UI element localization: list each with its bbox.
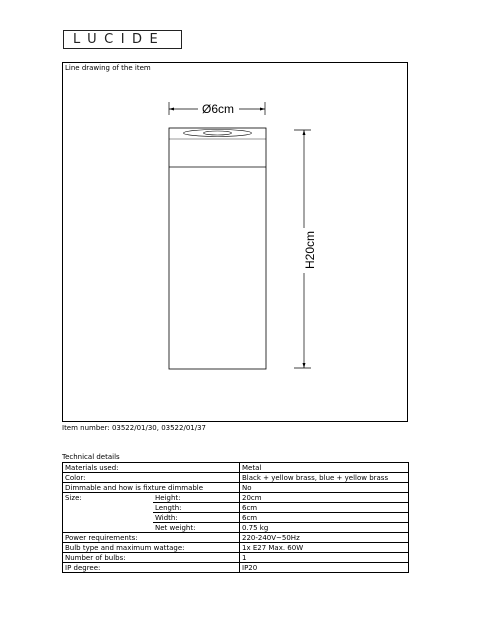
- line-drawing-frame: [62, 62, 408, 422]
- technical-details-table: [62, 462, 409, 573]
- table-row: [63, 563, 409, 573]
- spec-value: 1: [240, 553, 409, 563]
- spec-label: Power requirements:: [63, 533, 240, 543]
- lucide-logo: [63, 30, 182, 49]
- spec-value: 220-240V~50Hz: [240, 533, 409, 543]
- lamp-cylinder: [169, 128, 266, 369]
- spec-sublabel: Height:: [153, 493, 240, 503]
- table-row: [63, 493, 409, 503]
- table-row: [63, 523, 409, 533]
- spec-label: [63, 523, 154, 533]
- spec-value: Black + yellow brass, blue + yellow brass: [240, 473, 409, 483]
- spec-sublabel: Net weight:: [153, 523, 240, 533]
- spec-label: Materials used:: [63, 463, 154, 473]
- table-row: [63, 503, 409, 513]
- line-drawing-title: Line drawing of the item: [65, 64, 151, 72]
- spec-sublabel: [153, 473, 240, 483]
- logo-text: LUCIDE: [73, 32, 166, 47]
- lamp-line-drawing: [63, 63, 409, 423]
- spec-value: IP20: [240, 563, 409, 573]
- technical-details-title: Technical details: [62, 453, 120, 461]
- spec-sublabel: Width:: [153, 513, 240, 523]
- spec-label: Dimmable and how is fixture dimmable: [63, 483, 240, 493]
- table-row: [63, 463, 409, 473]
- spec-label: [63, 513, 154, 523]
- spec-value: 1x E27 Max. 60W: [240, 543, 409, 553]
- spec-label: [63, 503, 154, 513]
- spec-label: Bulb type and maximum wattage:: [63, 543, 240, 553]
- table-row: [63, 483, 409, 493]
- table-row: [63, 473, 409, 483]
- spec-value: 6cm: [240, 513, 409, 523]
- table-row: [63, 543, 409, 553]
- item-number: Item number: 03522/01/30, 03522/01/37: [62, 424, 206, 432]
- spec-label: IP degree:: [63, 563, 240, 573]
- spec-sublabel: [153, 463, 240, 473]
- spec-value: Metal: [240, 463, 409, 473]
- spec-sublabel: Length:: [153, 503, 240, 513]
- spec-value: 20cm: [240, 493, 409, 503]
- spec-label: Number of bulbs:: [63, 553, 240, 563]
- spec-label: Color:: [63, 473, 154, 483]
- spec-value: 0.75 kg: [240, 523, 409, 533]
- table-row: [63, 553, 409, 563]
- spec-value: No: [240, 483, 409, 493]
- table-row: [63, 533, 409, 543]
- spec-value: 6cm: [240, 503, 409, 513]
- diameter-label: Ø6cm: [201, 102, 235, 116]
- spec-label: Size:: [63, 493, 154, 503]
- height-label: H20cm: [303, 230, 317, 270]
- table-row: [63, 513, 409, 523]
